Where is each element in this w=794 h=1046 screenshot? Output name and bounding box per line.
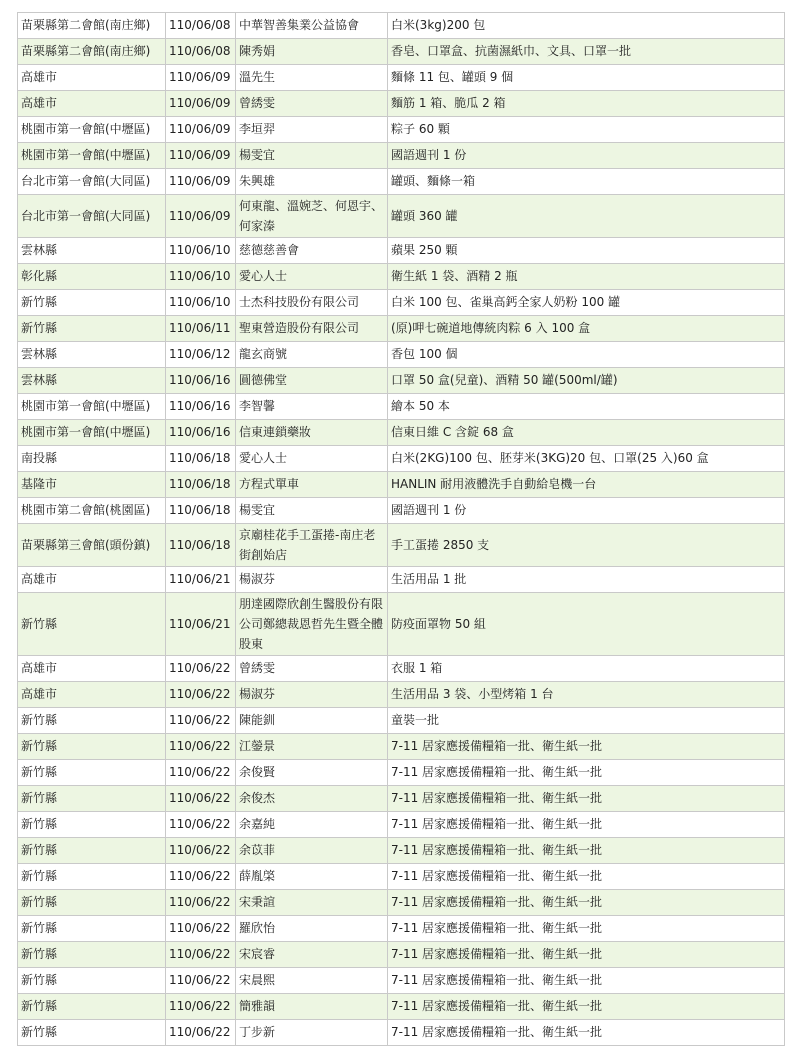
donor-cell: 丁步新 — [236, 1020, 388, 1046]
table-row — [18, 316, 785, 342]
table-row — [18, 942, 785, 968]
table-row — [18, 169, 785, 195]
region-cell: 新竹縣 — [18, 812, 166, 838]
region-cell: 新竹縣 — [18, 708, 166, 734]
table-row — [18, 786, 785, 812]
donor-cell: 楊雯宜 — [236, 498, 388, 524]
table-row — [18, 593, 785, 656]
date-cell: 110/06/22 — [166, 942, 236, 968]
items-cell: HANLIN 耐用液體洗手自動給皂機一台 — [388, 472, 785, 498]
region-cell: 苗栗縣第二會館(南庄鄉) — [18, 13, 166, 39]
items-cell: 國語週刊 1 份 — [388, 143, 785, 169]
donor-cell: 愛心人士 — [236, 264, 388, 290]
items-cell: 生活用品 1 批 — [388, 567, 785, 593]
region-cell: 基隆市 — [18, 472, 166, 498]
date-cell: 110/06/18 — [166, 524, 236, 567]
table-row — [18, 890, 785, 916]
table-row — [18, 394, 785, 420]
table-row — [18, 368, 785, 394]
table-row — [18, 13, 785, 39]
items-cell: 衛生紙 1 袋、酒精 2 瓶 — [388, 264, 785, 290]
region-cell: 新竹縣 — [18, 734, 166, 760]
region-cell: 新竹縣 — [18, 1020, 166, 1046]
items-cell: 罐頭、麵條一箱 — [388, 169, 785, 195]
date-cell: 110/06/16 — [166, 420, 236, 446]
date-cell: 110/06/22 — [166, 968, 236, 994]
table-row — [18, 864, 785, 890]
table-row — [18, 143, 785, 169]
table-row — [18, 342, 785, 368]
donor-cell: 宋宸睿 — [236, 942, 388, 968]
donor-cell: 余嘉純 — [236, 812, 388, 838]
donor-cell: 聖東營造股份有限公司 — [236, 316, 388, 342]
date-cell: 110/06/18 — [166, 446, 236, 472]
date-cell: 110/06/22 — [166, 890, 236, 916]
donor-cell: 楊雯宜 — [236, 143, 388, 169]
region-cell: 桃園市第一會館(中壢區) — [18, 420, 166, 446]
donor-cell: 陳能釧 — [236, 708, 388, 734]
date-cell: 110/06/10 — [166, 238, 236, 264]
items-cell: 衣服 1 箱 — [388, 656, 785, 682]
items-cell: 防疫面罩物 50 組 — [388, 593, 785, 656]
donor-cell: 余苡菲 — [236, 838, 388, 864]
table-row — [18, 916, 785, 942]
date-cell: 110/06/09 — [166, 169, 236, 195]
items-cell: 7-11 居家應援備糧箱一批、衛生紙一批 — [388, 942, 785, 968]
items-cell: 罐頭 360 罐 — [388, 195, 785, 238]
region-cell: 苗栗縣第二會館(南庄鄉) — [18, 39, 166, 65]
region-cell: 新竹縣 — [18, 864, 166, 890]
date-cell: 110/06/10 — [166, 264, 236, 290]
date-cell: 110/06/08 — [166, 13, 236, 39]
donor-cell: 李垣羿 — [236, 117, 388, 143]
date-cell: 110/06/16 — [166, 368, 236, 394]
donor-cell: 曾綉雯 — [236, 656, 388, 682]
date-cell: 110/06/09 — [166, 65, 236, 91]
donor-cell: 楊淑芬 — [236, 682, 388, 708]
region-cell: 新竹縣 — [18, 593, 166, 656]
date-cell: 110/06/21 — [166, 567, 236, 593]
table-row — [18, 656, 785, 682]
donor-cell: 江鎣景 — [236, 734, 388, 760]
region-cell: 高雄市 — [18, 567, 166, 593]
region-cell: 桃園市第一會館(中壢區) — [18, 117, 166, 143]
table-row — [18, 91, 785, 117]
items-cell: 7-11 居家應援備糧箱一批、衛生紙一批 — [388, 838, 785, 864]
donor-cell: 宋晨熙 — [236, 968, 388, 994]
donor-cell: 陳秀娟 — [236, 39, 388, 65]
table-row — [18, 708, 785, 734]
date-cell: 110/06/18 — [166, 472, 236, 498]
donor-cell: 圓德佛堂 — [236, 368, 388, 394]
items-cell: (原)呷七碗道地傳統肉粽 6 入 100 盒 — [388, 316, 785, 342]
date-cell: 110/06/22 — [166, 734, 236, 760]
region-cell: 台北市第一會館(大同區) — [18, 169, 166, 195]
region-cell: 新竹縣 — [18, 968, 166, 994]
region-cell: 新竹縣 — [18, 760, 166, 786]
items-cell: 手工蛋捲 2850 支 — [388, 524, 785, 567]
table-row — [18, 1020, 785, 1046]
table-row — [18, 968, 785, 994]
table-row — [18, 446, 785, 472]
region-cell: 桃園市第一會館(中壢區) — [18, 394, 166, 420]
table-row — [18, 838, 785, 864]
donor-cell: 羅欣怡 — [236, 916, 388, 942]
region-cell: 新竹縣 — [18, 786, 166, 812]
items-cell: 生活用品 3 袋、小型烤箱 1 台 — [388, 682, 785, 708]
region-cell: 南投縣 — [18, 446, 166, 472]
items-cell: 7-11 居家應援備糧箱一批、衛生紙一批 — [388, 1020, 785, 1046]
date-cell: 110/06/22 — [166, 994, 236, 1020]
date-cell: 110/06/22 — [166, 838, 236, 864]
region-cell: 高雄市 — [18, 682, 166, 708]
region-cell: 苗栗縣第三會館(頭份鎮) — [18, 524, 166, 567]
donor-cell: 京廟桂花手工蛋捲-南庄老街創始店 — [236, 524, 388, 567]
table-row — [18, 117, 785, 143]
date-cell: 110/06/16 — [166, 394, 236, 420]
date-cell: 110/06/10 — [166, 290, 236, 316]
date-cell: 110/06/09 — [166, 91, 236, 117]
table-row — [18, 812, 785, 838]
region-cell: 新竹縣 — [18, 290, 166, 316]
donor-cell: 溫先生 — [236, 65, 388, 91]
region-cell: 高雄市 — [18, 91, 166, 117]
donor-cell: 李智馨 — [236, 394, 388, 420]
donor-cell: 宋秉諠 — [236, 890, 388, 916]
items-cell: 國語週刊 1 份 — [388, 498, 785, 524]
items-cell: 7-11 居家應援備糧箱一批、衛生紙一批 — [388, 864, 785, 890]
table-row — [18, 195, 785, 238]
region-cell: 雲林縣 — [18, 238, 166, 264]
date-cell: 110/06/22 — [166, 864, 236, 890]
table-row — [18, 264, 785, 290]
date-cell: 110/06/12 — [166, 342, 236, 368]
donor-cell: 信東連鎖藥妝 — [236, 420, 388, 446]
region-cell: 新竹縣 — [18, 916, 166, 942]
donor-cell: 朋達國際欣創生醫股份有限公司鄭總裁恩哲先生暨全體股東 — [236, 593, 388, 656]
items-cell: 麵筋 1 箱、脆瓜 2 箱 — [388, 91, 785, 117]
table-row — [18, 472, 785, 498]
region-cell: 桃園市第一會館(中壢區) — [18, 143, 166, 169]
region-cell: 新竹縣 — [18, 316, 166, 342]
donor-cell: 士杰科技股份有限公司 — [236, 290, 388, 316]
items-cell: 粽子 60 顆 — [388, 117, 785, 143]
table-row — [18, 498, 785, 524]
region-cell: 高雄市 — [18, 656, 166, 682]
table-row — [18, 524, 785, 567]
items-cell: 香皂、口罩盒、抗菌濕紙巾、文具、口罩一批 — [388, 39, 785, 65]
donor-cell: 愛心人士 — [236, 446, 388, 472]
table-row — [18, 65, 785, 91]
region-cell: 雲林縣 — [18, 368, 166, 394]
items-cell: 7-11 居家應援備糧箱一批、衛生紙一批 — [388, 890, 785, 916]
items-cell: 7-11 居家應援備糧箱一批、衛生紙一批 — [388, 812, 785, 838]
donor-cell: 楊淑芬 — [236, 567, 388, 593]
date-cell: 110/06/09 — [166, 117, 236, 143]
date-cell: 110/06/22 — [166, 1020, 236, 1046]
region-cell: 新竹縣 — [18, 890, 166, 916]
donation-table — [17, 12, 785, 1046]
table-row — [18, 994, 785, 1020]
table-row — [18, 760, 785, 786]
items-cell: 7-11 居家應援備糧箱一批、衛生紙一批 — [388, 760, 785, 786]
date-cell: 110/06/22 — [166, 812, 236, 838]
date-cell: 110/06/22 — [166, 786, 236, 812]
items-cell: 7-11 居家應援備糧箱一批、衛生紙一批 — [388, 734, 785, 760]
items-cell: 麵條 11 包、罐頭 9 個 — [388, 65, 785, 91]
date-cell: 110/06/22 — [166, 708, 236, 734]
items-cell: 蘋果 250 顆 — [388, 238, 785, 264]
table-row — [18, 238, 785, 264]
table-row — [18, 39, 785, 65]
items-cell: 口罩 50 盒(兒童)、酒精 50 罐(500ml/罐) — [388, 368, 785, 394]
donor-cell: 曾綉雯 — [236, 91, 388, 117]
date-cell: 110/06/22 — [166, 682, 236, 708]
date-cell: 110/06/21 — [166, 593, 236, 656]
donor-cell: 龍玄商號 — [236, 342, 388, 368]
donor-cell: 中華智善集業公益協會 — [236, 13, 388, 39]
region-cell: 高雄市 — [18, 65, 166, 91]
date-cell: 110/06/22 — [166, 916, 236, 942]
region-cell: 新竹縣 — [18, 942, 166, 968]
items-cell: 白米(3kg)200 包 — [388, 13, 785, 39]
date-cell: 110/06/22 — [166, 760, 236, 786]
region-cell: 新竹縣 — [18, 994, 166, 1020]
date-cell: 110/06/09 — [166, 143, 236, 169]
items-cell: 7-11 居家應援備糧箱一批、衛生紙一批 — [388, 916, 785, 942]
table-row — [18, 734, 785, 760]
items-cell: 信東日維 C 含錠 68 盒 — [388, 420, 785, 446]
donor-cell: 簡雅韻 — [236, 994, 388, 1020]
region-cell: 桃園市第二會館(桃園區) — [18, 498, 166, 524]
donor-cell: 慈德慈善會 — [236, 238, 388, 264]
table-row — [18, 290, 785, 316]
items-cell: 童裝一批 — [388, 708, 785, 734]
donor-cell: 朱興雄 — [236, 169, 388, 195]
donation-table-body — [18, 13, 785, 1046]
items-cell: 白米 100 包、雀巢高鈣全家人奶粉 100 罐 — [388, 290, 785, 316]
region-cell: 彰化縣 — [18, 264, 166, 290]
items-cell: 白米(2KG)100 包、胚芽米(3KG)20 包、口罩(25 入)60 盒 — [388, 446, 785, 472]
donor-cell: 余俊杰 — [236, 786, 388, 812]
date-cell: 110/06/22 — [166, 656, 236, 682]
date-cell: 110/06/08 — [166, 39, 236, 65]
date-cell: 110/06/11 — [166, 316, 236, 342]
region-cell: 新竹縣 — [18, 838, 166, 864]
date-cell: 110/06/18 — [166, 498, 236, 524]
donor-cell: 薛胤棨 — [236, 864, 388, 890]
date-cell: 110/06/09 — [166, 195, 236, 238]
items-cell: 繪本 50 本 — [388, 394, 785, 420]
items-cell: 7-11 居家應援備糧箱一批、衛生紙一批 — [388, 994, 785, 1020]
donor-cell: 何東龍、溫婉芝、何恩宇、何家溱 — [236, 195, 388, 238]
region-cell: 雲林縣 — [18, 342, 166, 368]
items-cell: 香包 100 個 — [388, 342, 785, 368]
items-cell: 7-11 居家應援備糧箱一批、衛生紙一批 — [388, 786, 785, 812]
table-row — [18, 682, 785, 708]
donor-cell: 方程式單車 — [236, 472, 388, 498]
table-row — [18, 567, 785, 593]
donor-cell: 余俊賢 — [236, 760, 388, 786]
items-cell: 7-11 居家應援備糧箱一批、衛生紙一批 — [388, 968, 785, 994]
table-row — [18, 420, 785, 446]
region-cell: 台北市第一會館(大同區) — [18, 195, 166, 238]
